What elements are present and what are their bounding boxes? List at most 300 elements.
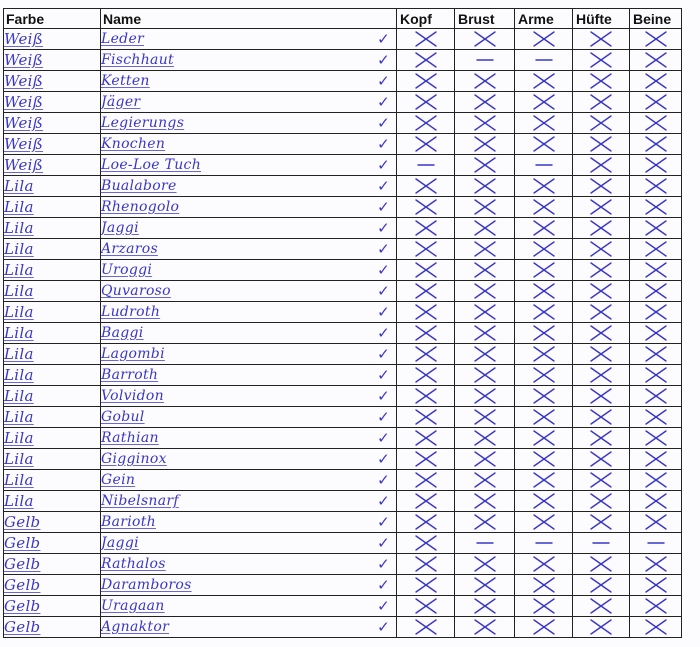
cross-mark-icon xyxy=(531,618,557,636)
huefte-mark-cell xyxy=(573,218,630,239)
kopf-mark-cell xyxy=(397,386,455,407)
farbe-cell: Lila xyxy=(4,344,101,365)
huefte-mark-cell xyxy=(573,512,630,533)
cross-mark-icon xyxy=(588,51,614,69)
header-brust: Brust xyxy=(455,9,515,29)
cross-mark-icon xyxy=(643,240,669,258)
brust-mark-cell xyxy=(455,449,515,470)
header-name: Name xyxy=(101,9,397,29)
cross-mark-icon xyxy=(588,198,614,216)
kopf-mark-cell xyxy=(397,176,455,197)
cross-mark-icon xyxy=(643,576,669,594)
beine-mark-cell xyxy=(630,302,682,323)
huefte-mark-cell xyxy=(573,239,630,260)
beine-mark-cell xyxy=(630,386,682,407)
name-text: Fischhaut xyxy=(101,52,174,68)
brust-mark-cell xyxy=(455,281,515,302)
beine-mark-cell xyxy=(630,617,682,638)
name-text: Rathian xyxy=(101,430,159,446)
cross-mark-icon xyxy=(643,429,669,447)
cross-mark-icon xyxy=(413,555,439,573)
arme-mark-cell xyxy=(515,512,573,533)
table-row xyxy=(4,470,682,491)
beine-mark-cell xyxy=(630,71,682,92)
cross-mark-icon xyxy=(472,471,498,489)
cross-mark-icon xyxy=(413,429,439,447)
beine-mark-cell xyxy=(630,155,682,176)
cross-mark-icon xyxy=(643,408,669,426)
cross-mark-icon xyxy=(643,114,669,132)
name-cell xyxy=(101,491,397,512)
name-text: Daramboros xyxy=(101,577,192,593)
cross-mark-icon xyxy=(531,429,557,447)
cross-mark-icon xyxy=(531,450,557,468)
huefte-mark-cell xyxy=(573,386,630,407)
cross-mark-icon xyxy=(472,261,498,279)
brust-mark-cell xyxy=(455,134,515,155)
cross-mark-icon xyxy=(413,303,439,321)
beine-mark-cell xyxy=(630,50,682,71)
cross-mark-icon xyxy=(413,282,439,300)
cross-mark-icon xyxy=(413,471,439,489)
arme-mark-cell xyxy=(515,71,573,92)
name-text: Barroth xyxy=(101,367,159,383)
cross-mark-icon xyxy=(643,324,669,342)
farbe-cell: Lila xyxy=(4,281,101,302)
cross-mark-icon xyxy=(472,93,498,111)
farbe-cell: Lila xyxy=(4,365,101,386)
cross-mark-icon xyxy=(588,618,614,636)
kopf-mark-cell xyxy=(397,617,455,638)
cross-mark-icon xyxy=(643,450,669,468)
farbe-cell: Lila xyxy=(4,218,101,239)
cross-mark-icon xyxy=(588,513,614,531)
cross-mark-icon xyxy=(413,240,439,258)
huefte-mark-cell xyxy=(573,281,630,302)
name-text: Gobul xyxy=(101,409,145,425)
name-cell xyxy=(101,176,397,197)
cross-mark-icon xyxy=(588,429,614,447)
name-text: Jaggi xyxy=(101,535,139,551)
cross-mark-icon xyxy=(472,282,498,300)
brust-mark-cell xyxy=(455,344,515,365)
cross-mark-icon xyxy=(413,345,439,363)
table-row xyxy=(4,197,682,218)
beine-mark-cell xyxy=(630,533,682,554)
kopf-mark-cell xyxy=(397,302,455,323)
cross-mark-icon xyxy=(643,597,669,615)
kopf-mark-cell xyxy=(397,323,455,344)
kopf-mark-cell xyxy=(397,260,455,281)
farbe-cell: Weiß xyxy=(4,92,101,113)
huefte-mark-cell xyxy=(573,470,630,491)
table-row xyxy=(4,92,682,113)
cross-mark-icon xyxy=(531,324,557,342)
name-text: Agnaktor xyxy=(101,619,170,635)
cross-mark-icon xyxy=(643,345,669,363)
beine-mark-cell xyxy=(630,596,682,617)
cross-mark-icon xyxy=(588,93,614,111)
cross-mark-icon xyxy=(413,261,439,279)
table-row xyxy=(4,365,682,386)
cross-mark-icon xyxy=(531,93,557,111)
farbe-cell: Gelb xyxy=(4,596,101,617)
cross-mark-icon xyxy=(413,72,439,90)
farbe-cell: Lila xyxy=(4,197,101,218)
huefte-mark-cell xyxy=(573,428,630,449)
checkmark-icon: ✓ xyxy=(377,513,390,531)
farbe-cell: Lila xyxy=(4,260,101,281)
huefte-mark-cell xyxy=(573,50,630,71)
cross-mark-icon xyxy=(531,345,557,363)
cross-mark-icon xyxy=(531,555,557,573)
name-cell xyxy=(101,260,397,281)
name-cell xyxy=(101,617,397,638)
cross-mark-icon xyxy=(413,618,439,636)
cross-mark-icon xyxy=(531,135,557,153)
beine-mark-cell xyxy=(630,281,682,302)
table-row xyxy=(4,428,682,449)
beine-mark-cell xyxy=(630,113,682,134)
arme-mark-cell xyxy=(515,29,573,50)
table-row xyxy=(4,575,682,596)
dash-mark-icon xyxy=(531,156,557,174)
arme-mark-cell xyxy=(515,407,573,428)
farbe-cell: Weiß xyxy=(4,50,101,71)
cross-mark-icon xyxy=(588,366,614,384)
cross-mark-icon xyxy=(413,198,439,216)
name-cell xyxy=(101,302,397,323)
table-row xyxy=(4,407,682,428)
name-cell xyxy=(101,29,397,50)
brust-mark-cell xyxy=(455,260,515,281)
dash-mark-icon xyxy=(531,534,557,552)
cross-mark-icon xyxy=(472,303,498,321)
cross-mark-icon xyxy=(472,408,498,426)
checkmark-icon: ✓ xyxy=(377,534,390,552)
cross-mark-icon xyxy=(472,240,498,258)
beine-mark-cell xyxy=(630,197,682,218)
cross-mark-icon xyxy=(472,450,498,468)
checkmark-icon: ✓ xyxy=(377,156,390,174)
cross-mark-icon xyxy=(588,135,614,153)
beine-mark-cell xyxy=(630,575,682,596)
table-row xyxy=(4,533,682,554)
name-text: Arzaros xyxy=(101,241,158,257)
name-cell xyxy=(101,428,397,449)
name-cell xyxy=(101,449,397,470)
kopf-mark-cell xyxy=(397,407,455,428)
cross-mark-icon xyxy=(588,576,614,594)
cross-mark-icon xyxy=(588,177,614,195)
brust-mark-cell xyxy=(455,113,515,134)
huefte-mark-cell xyxy=(573,554,630,575)
cross-mark-icon xyxy=(413,219,439,237)
cross-mark-icon xyxy=(531,303,557,321)
arme-mark-cell xyxy=(515,239,573,260)
brust-mark-cell xyxy=(455,575,515,596)
name-text: Leder xyxy=(101,31,145,47)
checkmark-icon: ✓ xyxy=(377,618,390,636)
dash-mark-icon xyxy=(588,534,614,552)
name-text: Barioth xyxy=(101,514,156,530)
armor-checklist-table xyxy=(3,8,682,638)
farbe-cell: Lila xyxy=(4,386,101,407)
checkmark-icon: ✓ xyxy=(377,471,390,489)
cross-mark-icon xyxy=(413,177,439,195)
huefte-mark-cell xyxy=(573,344,630,365)
cross-mark-icon xyxy=(413,408,439,426)
cross-mark-icon xyxy=(643,72,669,90)
cross-mark-icon xyxy=(472,135,498,153)
name-cell xyxy=(101,71,397,92)
checkmark-icon: ✓ xyxy=(377,324,390,342)
name-cell xyxy=(101,92,397,113)
kopf-mark-cell xyxy=(397,344,455,365)
checkmark-icon: ✓ xyxy=(377,576,390,594)
checkmark-icon: ✓ xyxy=(377,114,390,132)
brust-mark-cell xyxy=(455,407,515,428)
cross-mark-icon xyxy=(472,72,498,90)
arme-mark-cell xyxy=(515,92,573,113)
cross-mark-icon xyxy=(472,324,498,342)
arme-mark-cell xyxy=(515,491,573,512)
arme-mark-cell xyxy=(515,218,573,239)
name-text: Legierungs xyxy=(101,115,185,131)
checkmark-icon: ✓ xyxy=(377,387,390,405)
huefte-mark-cell xyxy=(573,491,630,512)
cross-mark-icon xyxy=(643,177,669,195)
cross-mark-icon xyxy=(413,387,439,405)
table-row xyxy=(4,344,682,365)
cross-mark-icon xyxy=(531,282,557,300)
cross-mark-icon xyxy=(531,408,557,426)
huefte-mark-cell xyxy=(573,29,630,50)
huefte-mark-cell xyxy=(573,71,630,92)
cross-mark-icon xyxy=(472,429,498,447)
kopf-mark-cell xyxy=(397,428,455,449)
header-huefte: Hüfte xyxy=(573,9,630,29)
name-cell xyxy=(101,596,397,617)
name-cell xyxy=(101,155,397,176)
farbe-cell: Lila xyxy=(4,470,101,491)
checkmark-icon: ✓ xyxy=(377,303,390,321)
cross-mark-icon xyxy=(472,219,498,237)
cross-mark-icon xyxy=(588,114,614,132)
farbe-cell: Gelb xyxy=(4,554,101,575)
cross-mark-icon xyxy=(588,282,614,300)
beine-mark-cell xyxy=(630,491,682,512)
cross-mark-icon xyxy=(472,576,498,594)
table-row xyxy=(4,596,682,617)
brust-mark-cell xyxy=(455,554,515,575)
cross-mark-icon xyxy=(588,303,614,321)
arme-mark-cell xyxy=(515,428,573,449)
dash-mark-icon xyxy=(643,534,669,552)
checkmark-icon: ✓ xyxy=(377,366,390,384)
cross-mark-icon xyxy=(643,282,669,300)
table-row xyxy=(4,155,682,176)
arme-mark-cell xyxy=(515,470,573,491)
farbe-cell: Weiß xyxy=(4,29,101,50)
huefte-mark-cell xyxy=(573,407,630,428)
huefte-mark-cell xyxy=(573,134,630,155)
name-cell xyxy=(101,134,397,155)
brust-mark-cell xyxy=(455,176,515,197)
kopf-mark-cell xyxy=(397,197,455,218)
arme-mark-cell xyxy=(515,449,573,470)
table-row xyxy=(4,29,682,50)
table-row xyxy=(4,260,682,281)
cross-mark-icon xyxy=(643,366,669,384)
farbe-cell: Gelb xyxy=(4,617,101,638)
dash-mark-icon xyxy=(472,51,498,69)
table-row xyxy=(4,281,682,302)
kopf-mark-cell xyxy=(397,554,455,575)
huefte-mark-cell xyxy=(573,449,630,470)
brust-mark-cell xyxy=(455,323,515,344)
arme-mark-cell xyxy=(515,281,573,302)
cross-mark-icon xyxy=(472,555,498,573)
brust-mark-cell xyxy=(455,71,515,92)
cross-mark-icon xyxy=(588,72,614,90)
cross-mark-icon xyxy=(588,555,614,573)
beine-mark-cell xyxy=(630,176,682,197)
kopf-mark-cell xyxy=(397,491,455,512)
kopf-mark-cell xyxy=(397,512,455,533)
cross-mark-icon xyxy=(588,324,614,342)
name-cell xyxy=(101,113,397,134)
brust-mark-cell xyxy=(455,218,515,239)
huefte-mark-cell xyxy=(573,176,630,197)
name-cell xyxy=(101,239,397,260)
beine-mark-cell xyxy=(630,344,682,365)
brust-mark-cell xyxy=(455,386,515,407)
table-body xyxy=(4,29,682,638)
cross-mark-icon xyxy=(472,513,498,531)
huefte-mark-cell xyxy=(573,533,630,554)
cross-mark-icon xyxy=(531,219,557,237)
cross-mark-icon xyxy=(531,471,557,489)
cross-mark-icon xyxy=(588,30,614,48)
cross-mark-icon xyxy=(588,450,614,468)
header-farbe: Farbe xyxy=(4,9,101,29)
cross-mark-icon xyxy=(413,450,439,468)
dash-mark-icon xyxy=(413,156,439,174)
arme-mark-cell xyxy=(515,134,573,155)
farbe-cell: Lila xyxy=(4,407,101,428)
name-text: Rathalos xyxy=(101,556,166,572)
cross-mark-icon xyxy=(472,366,498,384)
cross-mark-icon xyxy=(531,198,557,216)
huefte-mark-cell xyxy=(573,260,630,281)
cross-mark-icon xyxy=(472,156,498,174)
brust-mark-cell xyxy=(455,470,515,491)
arme-mark-cell xyxy=(515,596,573,617)
beine-mark-cell xyxy=(630,218,682,239)
brust-mark-cell xyxy=(455,29,515,50)
cross-mark-icon xyxy=(588,219,614,237)
brust-mark-cell xyxy=(455,197,515,218)
kopf-mark-cell xyxy=(397,239,455,260)
huefte-mark-cell xyxy=(573,617,630,638)
farbe-cell: Weiß xyxy=(4,155,101,176)
name-text: Gigginox xyxy=(101,451,167,467)
farbe-cell: Gelb xyxy=(4,533,101,554)
kopf-mark-cell xyxy=(397,134,455,155)
checkmark-icon: ✓ xyxy=(377,282,390,300)
name-text: Lagombi xyxy=(101,346,165,362)
kopf-mark-cell xyxy=(397,281,455,302)
name-text: Rhenogolo xyxy=(101,199,180,215)
arme-mark-cell xyxy=(515,113,573,134)
cross-mark-icon xyxy=(588,387,614,405)
kopf-mark-cell xyxy=(397,218,455,239)
cross-mark-icon xyxy=(413,534,439,552)
cross-mark-icon xyxy=(588,156,614,174)
cross-mark-icon xyxy=(588,261,614,279)
table-row xyxy=(4,449,682,470)
farbe-cell: Lila xyxy=(4,239,101,260)
dash-mark-icon xyxy=(472,534,498,552)
cross-mark-icon xyxy=(643,198,669,216)
checkmark-icon: ✓ xyxy=(377,345,390,363)
table-row xyxy=(4,71,682,92)
arme-mark-cell xyxy=(515,575,573,596)
table-row xyxy=(4,512,682,533)
cross-mark-icon xyxy=(531,114,557,132)
name-text: Ludroth xyxy=(101,304,161,320)
cross-mark-icon xyxy=(472,345,498,363)
huefte-mark-cell xyxy=(573,92,630,113)
huefte-mark-cell xyxy=(573,302,630,323)
cross-mark-icon xyxy=(643,303,669,321)
farbe-cell: Lila xyxy=(4,491,101,512)
name-text: Jäger xyxy=(101,94,141,110)
brust-mark-cell xyxy=(455,50,515,71)
beine-mark-cell xyxy=(630,323,682,344)
arme-mark-cell xyxy=(515,323,573,344)
checkmark-icon: ✓ xyxy=(377,429,390,447)
cross-mark-icon xyxy=(588,492,614,510)
name-text: Uragaan xyxy=(101,598,165,614)
farbe-cell: Lila xyxy=(4,449,101,470)
beine-mark-cell xyxy=(630,260,682,281)
name-text: Loe-Loe Tuch xyxy=(101,157,202,173)
name-text: Ketten xyxy=(101,73,150,89)
farbe-cell: Lila xyxy=(4,323,101,344)
cross-mark-icon xyxy=(531,387,557,405)
cross-mark-icon xyxy=(531,513,557,531)
arme-mark-cell xyxy=(515,365,573,386)
kopf-mark-cell xyxy=(397,596,455,617)
table-row xyxy=(4,218,682,239)
kopf-mark-cell xyxy=(397,533,455,554)
name-cell xyxy=(101,575,397,596)
cross-mark-icon xyxy=(413,597,439,615)
cross-mark-icon xyxy=(413,114,439,132)
brust-mark-cell xyxy=(455,512,515,533)
brust-mark-cell xyxy=(455,92,515,113)
kopf-mark-cell xyxy=(397,575,455,596)
huefte-mark-cell xyxy=(573,575,630,596)
cross-mark-icon xyxy=(643,492,669,510)
cross-mark-icon xyxy=(531,261,557,279)
checkmark-icon: ✓ xyxy=(377,492,390,510)
name-cell xyxy=(101,386,397,407)
cross-mark-icon xyxy=(413,135,439,153)
table-row xyxy=(4,176,682,197)
